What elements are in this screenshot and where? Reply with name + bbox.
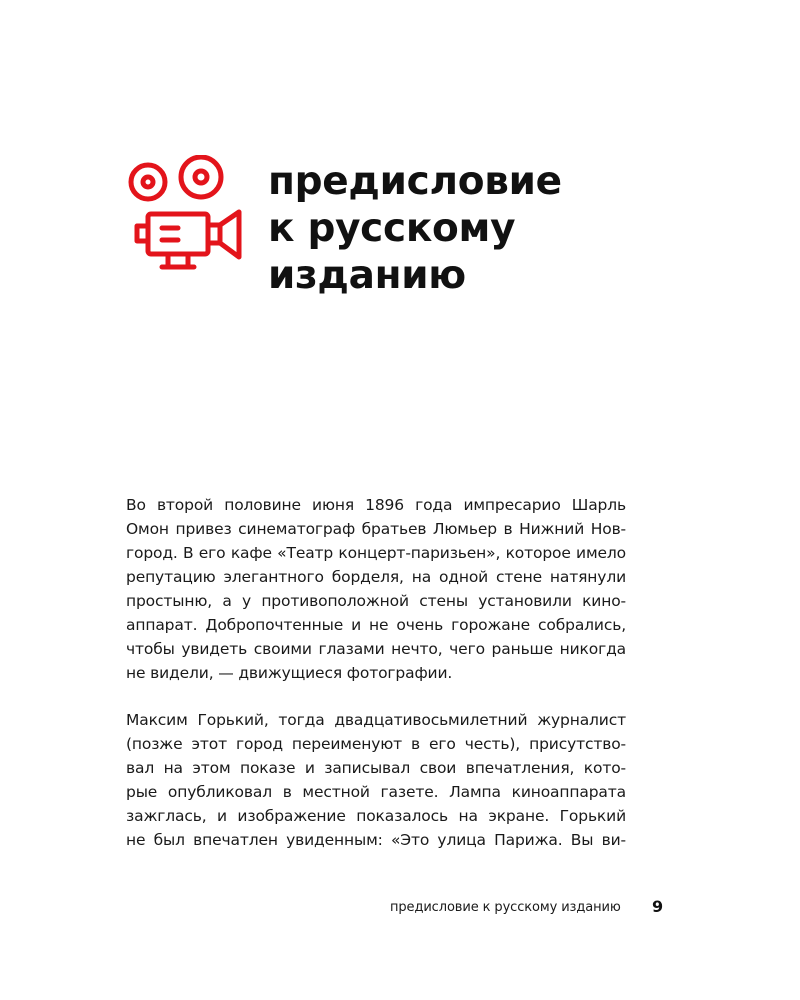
text-line: не был впечатлен увиденным: «Это улица Парижа. Вы ви- bbox=[126, 831, 626, 849]
text-line: рые опубликовал в местной газете. Лампа киноаппарата bbox=[126, 783, 626, 801]
text-line: Во второй половине июня 1896 года импресарио Шарль bbox=[126, 496, 626, 514]
body-text bbox=[126, 493, 626, 875]
text-line: не видели, — движущиеся фотографии. bbox=[126, 664, 453, 682]
paragraph-1 bbox=[126, 493, 626, 685]
text-line: город. В его кафе «Театр концерт-паризьен», которое имело bbox=[126, 544, 626, 562]
text-line: чтобы увидеть своими глазами нечто, чего раньше никогда bbox=[126, 640, 626, 658]
chapter-title-line-3: изданию bbox=[268, 253, 466, 298]
paragraph-2 bbox=[126, 708, 626, 852]
text-line: простыню, а у противоположной стены установили кино- bbox=[126, 592, 626, 610]
movie-camera-icon bbox=[118, 155, 246, 275]
text-line: зажглась, и изображение показалось на экране. Горький bbox=[126, 807, 626, 825]
text-line: вал на этом показе и записывал свои впечатления, кото- bbox=[126, 759, 626, 777]
text-line: репутацию элегантного борделя, на одной стене натянули bbox=[126, 568, 626, 586]
text-line: Омон привез синематограф братьев Люмьер в Нижний Нов- bbox=[126, 520, 626, 538]
text-line: Максим Горький, тогда двадцативосьмилетний журналист bbox=[126, 711, 626, 729]
chapter-title bbox=[268, 158, 562, 299]
chapter-title-line-1: предисловие bbox=[268, 159, 562, 204]
chapter-title-line-2: к русскому bbox=[268, 206, 516, 251]
text-line: (позже этот город переименуют в его честь), присутство- bbox=[126, 735, 626, 753]
running-footer: предисловие к русскому изданию bbox=[390, 900, 621, 915]
page-number: 9 bbox=[652, 897, 664, 916]
text-line: аппарат. Добропочтенные и не очень горожане собрались, bbox=[126, 616, 626, 634]
